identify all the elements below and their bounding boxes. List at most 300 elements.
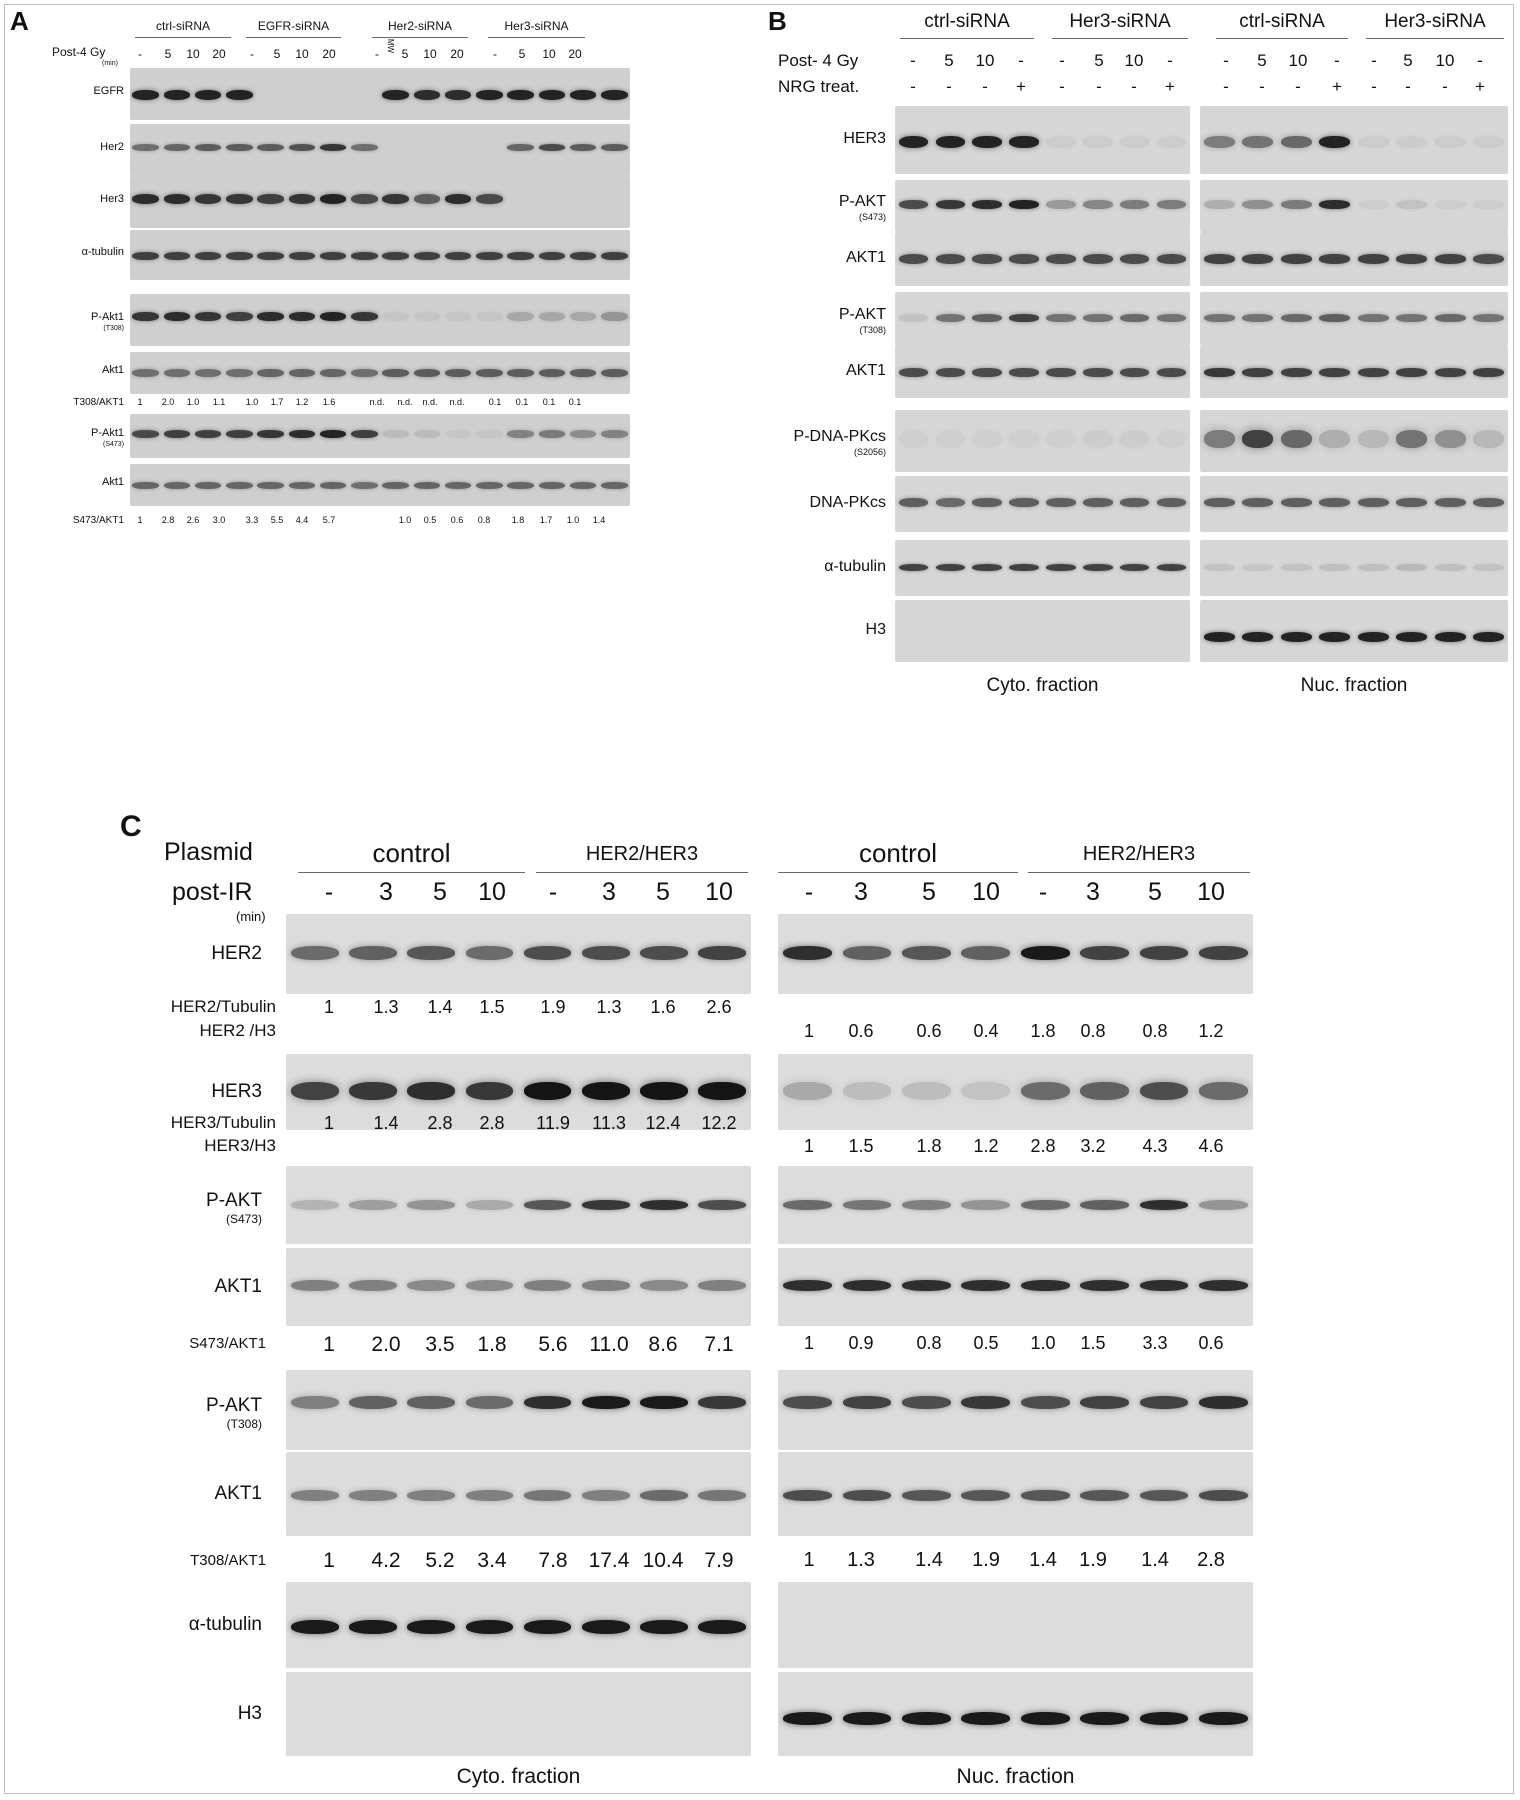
band xyxy=(349,1490,397,1501)
band xyxy=(1204,200,1235,209)
band xyxy=(1358,632,1389,642)
panel-b-lane-label: + xyxy=(1475,77,1485,96)
band xyxy=(961,1712,1010,1725)
panel-a-ratio-value: 1 xyxy=(137,515,143,525)
panel-c-ratio-label: HER3/Tubulin xyxy=(170,1113,276,1132)
group-underline xyxy=(135,37,231,38)
band xyxy=(1204,136,1235,148)
band xyxy=(226,144,253,151)
panel-a-marker-label: MW xyxy=(386,38,396,54)
band xyxy=(1120,498,1150,507)
band xyxy=(507,482,534,489)
band xyxy=(164,430,191,438)
band xyxy=(289,252,316,260)
band xyxy=(476,194,503,204)
band xyxy=(289,430,316,438)
band xyxy=(1140,1280,1189,1291)
panel-c-ratio-value: 1 xyxy=(803,1021,815,1041)
band xyxy=(698,1396,746,1409)
band xyxy=(1435,200,1466,209)
panel-c-ratio-value: 1.9 xyxy=(972,1549,1000,1571)
band xyxy=(1083,314,1113,322)
panel-c-ratio-value: 4.6 xyxy=(1198,1136,1224,1156)
panel-a-row-label: P-Akt1 xyxy=(90,427,124,439)
panel-a-ratio-value: 1.8 xyxy=(511,515,525,525)
panel-b-lane-label: 10 xyxy=(1435,51,1455,70)
band xyxy=(1009,136,1039,148)
band xyxy=(226,482,253,489)
band xyxy=(382,252,409,260)
band xyxy=(1435,136,1466,148)
band xyxy=(1242,314,1273,322)
band xyxy=(1199,1082,1248,1100)
panel-a-blot xyxy=(130,414,630,458)
band xyxy=(1473,498,1504,507)
band xyxy=(1281,632,1312,642)
band xyxy=(507,144,534,151)
panel-c-lane-label: 10 xyxy=(1197,878,1225,906)
panel-a-lane-label: 5 xyxy=(164,47,172,61)
band xyxy=(445,312,472,321)
band xyxy=(1319,314,1350,322)
band xyxy=(843,1712,892,1725)
panel-b-blot-nuc xyxy=(1200,106,1508,174)
panel-c-group-label: control xyxy=(858,838,938,868)
band xyxy=(582,1280,630,1291)
band xyxy=(1080,1490,1129,1501)
panel-a-lane-label: - xyxy=(250,47,254,61)
panel-c-ratio-label: S473/AKT1 xyxy=(189,1335,266,1352)
panel-c-ratio-value: 1.6 xyxy=(650,997,676,1017)
band xyxy=(936,368,966,377)
group-underline xyxy=(1028,872,1250,873)
band xyxy=(414,312,441,321)
band xyxy=(291,1280,339,1291)
band xyxy=(1021,1712,1070,1725)
band xyxy=(257,252,284,260)
band xyxy=(507,430,534,438)
panel-a-lane-label: 10 xyxy=(295,47,309,61)
panel-c-blot-nuc xyxy=(778,1452,1253,1536)
band xyxy=(972,314,1002,322)
panel-c-lane-label: - xyxy=(1038,878,1048,906)
panel-c-ratio-value: 1.9 xyxy=(1079,1549,1107,1571)
panel-c-ratio-value: 3.2 xyxy=(1080,1136,1106,1156)
panel-c-ratio-label: T308/AKT1 xyxy=(190,1552,266,1569)
band xyxy=(1358,200,1389,209)
panel-a-lane-label: 20 xyxy=(450,47,464,61)
panel-a-ratio-value: 1.0 xyxy=(566,515,580,525)
band xyxy=(1157,564,1187,571)
band xyxy=(843,1396,892,1409)
band xyxy=(351,430,378,438)
band xyxy=(698,1620,746,1634)
band xyxy=(1281,564,1312,571)
panel-c-ratio-value: 0.8 xyxy=(916,1333,942,1353)
band xyxy=(601,252,628,260)
panel-c-ratio-value: 11.9 xyxy=(536,1113,570,1133)
band xyxy=(1157,368,1187,377)
panel-c-lane-label: 5 xyxy=(656,878,670,906)
panel-b-row-sub: (S473) xyxy=(858,212,886,222)
panel-a-lane-label: - xyxy=(375,47,379,61)
band xyxy=(1157,200,1187,209)
band xyxy=(1120,564,1150,571)
panel-c-lane-label: 3 xyxy=(379,878,393,906)
panel-b-blot-nuc xyxy=(1200,232,1508,286)
band xyxy=(524,1280,572,1291)
band xyxy=(961,946,1010,960)
band xyxy=(466,1620,514,1634)
band xyxy=(351,194,378,204)
panel-c-lane-label: 5 xyxy=(433,878,447,906)
panel-b-blot-nuc xyxy=(1200,476,1508,532)
panel-c-ratio-value: 0.8 xyxy=(1080,1021,1106,1041)
band xyxy=(570,90,597,100)
band xyxy=(476,90,503,100)
band xyxy=(476,430,503,438)
panel-b-lane-label: - xyxy=(1059,77,1065,96)
panel-c-ratio-value: 1.5 xyxy=(848,1136,874,1156)
panel-a-row-label: Akt1 xyxy=(101,476,124,488)
panel-a-ratio-value: 0.1 xyxy=(542,397,556,407)
band xyxy=(1396,564,1427,571)
panel-c-blot-nuc xyxy=(778,1054,1253,1130)
panel-c-ratio-value: 1 xyxy=(803,1549,815,1571)
band xyxy=(902,946,951,960)
band xyxy=(414,194,441,204)
panel-c-ratio-value: 1.3 xyxy=(847,1549,875,1571)
panel-c-ratio-value: 1 xyxy=(803,1333,815,1353)
panel-a-ratio-value: 3.3 xyxy=(245,515,259,525)
panel-c-ratio-label: HER3/H3 xyxy=(204,1136,276,1155)
panel-c-lane-label: 5 xyxy=(1148,878,1162,906)
band xyxy=(382,482,409,489)
panel-c-plasmid-label: Plasmid xyxy=(164,838,253,866)
band xyxy=(289,312,316,321)
band xyxy=(698,1490,746,1501)
band xyxy=(1080,1280,1129,1291)
band xyxy=(226,90,253,100)
panel-a-ratio-value: 2.6 xyxy=(186,515,200,525)
band xyxy=(843,946,892,960)
band xyxy=(195,482,222,489)
band xyxy=(407,1620,455,1634)
panel-a-ratio-value: 2.8 xyxy=(161,515,175,525)
band xyxy=(164,144,191,151)
band xyxy=(320,194,347,204)
band xyxy=(1396,136,1427,148)
group-underline xyxy=(900,38,1034,39)
band xyxy=(1046,136,1076,148)
band xyxy=(414,430,441,438)
panel-a-group-label: Her3-siRNA xyxy=(504,19,569,33)
band xyxy=(936,200,966,209)
band xyxy=(414,482,441,489)
band xyxy=(476,312,503,321)
band xyxy=(1396,254,1427,264)
band xyxy=(164,90,191,100)
band xyxy=(1080,1712,1129,1725)
band xyxy=(257,194,284,204)
band xyxy=(1473,200,1504,209)
panel-a-ratio-value: 0.1 xyxy=(568,397,582,407)
band xyxy=(1242,632,1273,642)
band xyxy=(351,144,378,151)
band xyxy=(466,946,514,960)
band xyxy=(382,90,409,100)
band xyxy=(902,1280,951,1291)
band xyxy=(972,254,1002,264)
band xyxy=(1120,136,1150,148)
band xyxy=(1140,946,1189,960)
band xyxy=(1204,632,1235,642)
band xyxy=(1358,430,1389,448)
band xyxy=(1319,136,1350,148)
panel-b-group-label: ctrl-siRNA xyxy=(1239,11,1325,32)
band xyxy=(1083,564,1113,571)
band xyxy=(1473,632,1504,642)
band xyxy=(899,498,929,507)
panel-b-lane-label: 5 xyxy=(1257,51,1267,70)
band xyxy=(1281,254,1312,264)
band xyxy=(1009,368,1039,377)
panel-a-lane-label: 10 xyxy=(186,47,200,61)
panel-a-ratio-value: 1 xyxy=(137,397,143,407)
band xyxy=(1199,946,1248,960)
band xyxy=(1242,254,1273,264)
band xyxy=(1009,314,1039,322)
band xyxy=(1120,368,1150,377)
panel-c-lane-label: 3 xyxy=(602,878,616,906)
panel-c-group-label: HER2/HER3 xyxy=(585,843,699,865)
band xyxy=(1242,200,1273,209)
band xyxy=(1120,200,1150,209)
band xyxy=(972,498,1002,507)
panel-a-lane-label: 20 xyxy=(212,47,226,61)
band xyxy=(382,430,409,438)
band xyxy=(640,1200,688,1210)
band xyxy=(1046,498,1076,507)
band xyxy=(601,312,628,321)
band xyxy=(524,1620,572,1634)
band xyxy=(1242,430,1273,448)
panel-c-blot-nuc xyxy=(778,1370,1253,1450)
panel-a-row-label: α-tubulin xyxy=(81,246,124,258)
panel-c-lane-label: 5 xyxy=(922,878,936,906)
panel-a-ratio-value: n.d. xyxy=(397,397,413,407)
band xyxy=(407,1490,455,1501)
band xyxy=(132,90,159,100)
band xyxy=(1435,368,1466,377)
panel-c-ratio-value: 0.8 xyxy=(1142,1021,1168,1041)
band xyxy=(1281,136,1312,148)
band xyxy=(476,252,503,260)
band xyxy=(1396,498,1427,507)
band xyxy=(132,252,159,260)
panel-c-postir-label: post-IR xyxy=(172,878,253,906)
panel-c-fraction-label: Cyto. fraction xyxy=(456,1765,581,1788)
panel-c-ratio-value: 4.3 xyxy=(1142,1136,1168,1156)
panel-b-condition-label: Post- 4 Gy xyxy=(778,51,859,70)
panel-b-lane-label: - xyxy=(1334,51,1340,70)
panel-b-blot-nuc xyxy=(1200,180,1508,232)
panel-c-ratio-value: 7.9 xyxy=(704,1549,734,1572)
panel-a-ratio-value: n.d. xyxy=(369,397,385,407)
band xyxy=(1199,1200,1248,1210)
panel-c-ratio-value: 12.4 xyxy=(645,1113,681,1133)
band xyxy=(1435,254,1466,264)
panel-a-ratio-value: 1.4 xyxy=(592,515,606,525)
band xyxy=(445,252,472,260)
band xyxy=(445,194,472,204)
panel-b-row-label: α-tubulin xyxy=(824,558,886,575)
band xyxy=(524,1490,572,1501)
panel-c-blot-cyto xyxy=(286,1672,751,1756)
band xyxy=(640,1396,688,1409)
panel-a-group-label: Her2-siRNA xyxy=(387,19,453,33)
band xyxy=(936,136,966,148)
band xyxy=(972,200,1002,209)
band xyxy=(783,1490,832,1501)
panel-c-lane-label: 3 xyxy=(1086,878,1100,906)
band xyxy=(289,369,316,377)
band xyxy=(414,90,441,100)
panel-a-row-label: Her3 xyxy=(100,193,124,205)
band xyxy=(1281,498,1312,507)
band xyxy=(1083,498,1113,507)
band xyxy=(1083,136,1113,148)
panel-b-group-label: ctrl-siRNA xyxy=(924,11,1010,32)
band xyxy=(1120,430,1150,448)
panel-c-ratio-value: 2.8 xyxy=(427,1113,453,1133)
band xyxy=(936,498,966,507)
panel-c-ratio-value: 2.6 xyxy=(706,997,732,1017)
band xyxy=(476,369,503,377)
panel-a-row-sub: (T308) xyxy=(103,325,124,332)
band xyxy=(524,1200,572,1210)
band xyxy=(407,1396,455,1409)
panel-b-lane-label: - xyxy=(1259,77,1265,96)
band xyxy=(132,312,159,321)
band xyxy=(320,144,347,151)
panel-c-unit: (min) xyxy=(236,909,266,924)
panel-a-lane-label: 20 xyxy=(322,47,336,61)
panel-a-group-label: ctrl-siRNA xyxy=(156,19,210,33)
panel-c-ratio-value: 1.4 xyxy=(373,1113,399,1133)
panel-a-ratio-value: 1.7 xyxy=(270,397,284,407)
band xyxy=(1396,314,1427,322)
panel-b-row-label: DNA-PKcs xyxy=(809,494,886,511)
panel-a-ratio-value: 0.8 xyxy=(477,515,491,525)
panel-c-ratio-value: 2.8 xyxy=(479,1113,505,1133)
panel-c-lane-label: 10 xyxy=(478,878,506,906)
band xyxy=(349,1200,397,1210)
panel-a-lane-label: 10 xyxy=(542,47,556,61)
panel-b-blot-cyto xyxy=(895,476,1190,532)
band xyxy=(1199,1490,1248,1501)
panel-b-lane-label: - xyxy=(1223,77,1229,96)
band xyxy=(1242,564,1273,571)
panel-a-row-label: P-Akt1 xyxy=(90,311,124,323)
panel-c-ratio-value: 7.8 xyxy=(538,1549,568,1572)
band xyxy=(507,90,534,100)
panel-a-ratio-value: 1.2 xyxy=(295,397,309,407)
band xyxy=(582,1620,630,1634)
band xyxy=(226,194,253,204)
panel-c-blot-nuc xyxy=(778,1248,1253,1326)
panel-a-blot xyxy=(130,176,630,228)
panel-a-row-sub: (S473) xyxy=(102,441,124,448)
band xyxy=(132,482,159,489)
panel-b-blot-cyto xyxy=(895,180,1190,232)
group-underline xyxy=(536,872,748,873)
panel-b-lane-label: - xyxy=(946,77,952,96)
band xyxy=(291,1396,339,1409)
panel-c-group-label: control xyxy=(372,838,451,868)
panel-b-row-label: HER3 xyxy=(843,130,886,147)
band xyxy=(640,1490,688,1501)
panel-c-ratio-value: 8.6 xyxy=(648,1333,678,1356)
band xyxy=(698,946,746,960)
band xyxy=(698,1082,746,1100)
panel-c-ratio-value: 1.0 xyxy=(1030,1333,1056,1353)
band xyxy=(1009,564,1039,571)
band xyxy=(1396,430,1427,448)
band xyxy=(407,1200,455,1210)
band xyxy=(291,1490,339,1501)
band xyxy=(1358,136,1389,148)
panel-c-blot-cyto xyxy=(286,1582,751,1668)
band xyxy=(195,90,222,100)
band xyxy=(407,1280,455,1291)
panel-c-ratio-value: 1.4 xyxy=(427,997,453,1017)
band xyxy=(570,369,597,377)
panel-b-blot-nuc xyxy=(1200,346,1508,398)
band xyxy=(382,369,409,377)
panel-c-ratio-value: 0.5 xyxy=(973,1333,999,1353)
panel-a-blot xyxy=(130,68,630,120)
panel-a-ratio-value: 0.1 xyxy=(488,397,502,407)
panel-a-lane-label: - xyxy=(138,47,142,61)
band xyxy=(466,1280,514,1291)
panel-b-blot-cyto xyxy=(895,232,1190,286)
band xyxy=(1080,946,1129,960)
band xyxy=(1140,1712,1189,1725)
panel-b-blot-cyto xyxy=(895,600,1190,662)
panel-b-lane-label: - xyxy=(1096,77,1102,96)
panel-c-ratio-value: 1.4 xyxy=(1029,1549,1057,1571)
band xyxy=(1080,1200,1129,1210)
panel-c-lane-label: 10 xyxy=(972,878,1000,906)
band xyxy=(1009,430,1039,448)
band xyxy=(961,1082,1010,1100)
panel-a-lane-label: - xyxy=(493,47,497,61)
panel-c-ratio-value: 11.3 xyxy=(592,1113,626,1133)
panel-a-unit: (min) xyxy=(102,60,118,67)
panel-a-ratio-label: S473/AKT1 xyxy=(72,515,124,526)
panel-a-ratio-value: 5.7 xyxy=(322,515,336,525)
panel-b-blot-nuc xyxy=(1200,410,1508,472)
band xyxy=(570,144,597,151)
panel-c-row-sub: (S473) xyxy=(225,1212,262,1226)
band xyxy=(524,946,572,960)
panel-b-lane-label: - xyxy=(1371,51,1377,70)
band xyxy=(466,1396,514,1409)
panel-a-ratio-value: 1.1 xyxy=(212,397,226,407)
band xyxy=(640,1082,688,1100)
panel-c-ratio-value: 1.8 xyxy=(1030,1021,1056,1041)
